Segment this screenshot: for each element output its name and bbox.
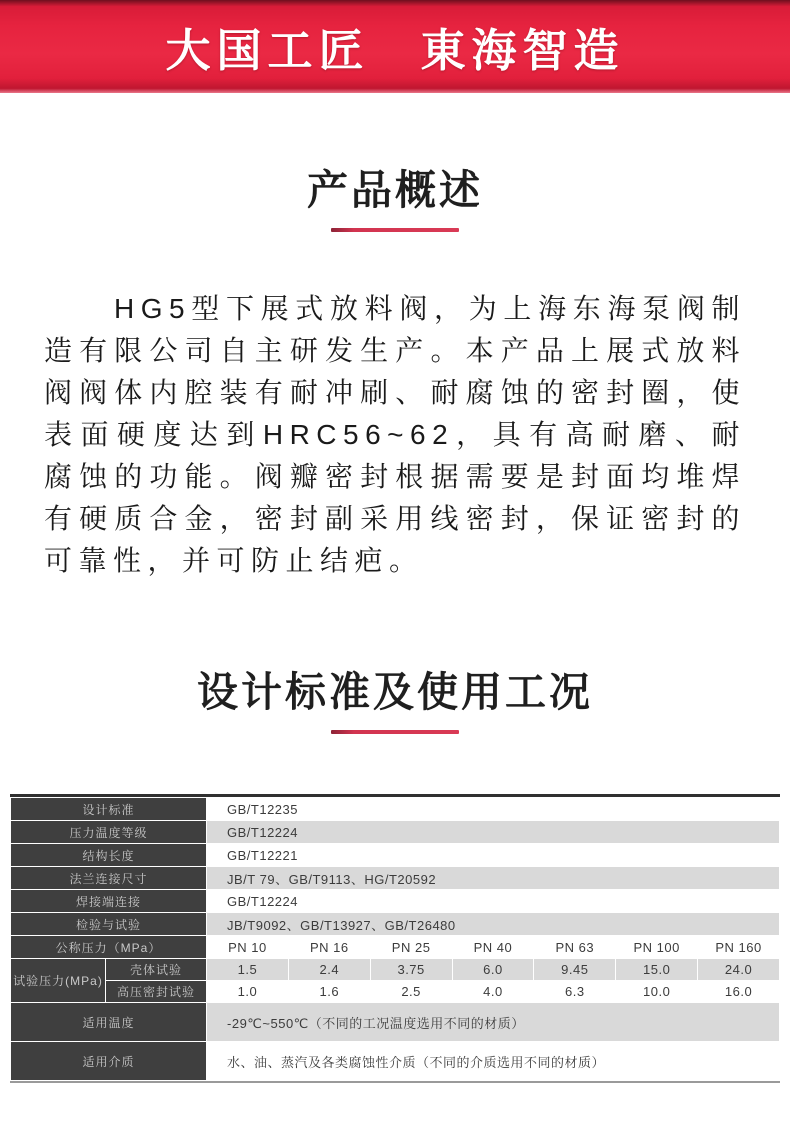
spec-table-wrap [10,794,780,1083]
test-value: 6.3 [534,981,615,1002]
spec-table [10,797,780,1083]
test-value: 1.6 [289,981,370,1002]
overview-title-underline [331,228,459,232]
pn-value: PN 10 [207,936,288,958]
test-pressure-label: 试验压力(MPa) [11,959,105,1002]
pn-value: PN 160 [698,936,779,958]
overview-title: 产品概述 [307,167,483,213]
test-value: 1.5 [207,959,288,980]
spec-row-medium [11,1042,779,1080]
spec-value: JB/T9092、GB/T13927、GB/T26480 [207,913,779,935]
spec-row-pressure-temp-rating [11,821,779,843]
design-title-underline [331,730,459,734]
spec-label: 公称压力（MPa） [11,936,206,958]
spec-label: 检验与试验 [11,913,206,935]
spec-label: 焊接端连接 [11,890,206,912]
design-standards-title: 设计标准及使用工况 [197,669,593,716]
spec-label: 设计标准 [11,798,206,820]
spec-row-inspection-test [11,913,779,935]
test-value: 9.45 [534,959,615,980]
spec-sublabel: 壳体试验 [106,959,206,980]
section-design-standards [0,668,790,1083]
spec-row-structure-length [11,844,779,866]
spec-row-seal-test [11,981,779,1002]
pn-value: PN 40 [453,936,534,958]
spec-value: 水、油、蒸汽及各类腐蚀性介质（不同的介质选用不同的材质） [207,1042,779,1080]
spec-label: 结构长度 [11,844,206,866]
section-overview [0,166,790,582]
banner-title: 大国工匠 東海智造 [165,25,625,76]
spec-row-design-standard [11,798,779,820]
spec-row-temperature [11,1003,779,1041]
pn-value: PN 25 [371,936,452,958]
spec-label: 适用介质 [11,1042,206,1080]
spec-value: GB/T12235 [207,798,779,820]
test-value: 3.75 [371,959,452,980]
spec-row-shell-test [11,959,779,980]
top-banner [0,0,790,93]
test-value: 2.5 [371,981,452,1002]
pn-value: PN 63 [534,936,615,958]
spec-value: -29℃~550℃（不同的工况温度选用不同的材质） [207,1003,779,1041]
pn-value: PN 16 [289,936,370,958]
pn-value: PN 100 [616,936,697,958]
test-value: 10.0 [616,981,697,1002]
spec-row-nominal-pressure [11,936,779,958]
spec-label: 法兰连接尺寸 [11,867,206,889]
test-value: 1.0 [207,981,288,1002]
spec-value: GB/T12224 [207,890,779,912]
test-value: 16.0 [698,981,779,1002]
test-value: 4.0 [453,981,534,1002]
spec-label: 适用温度 [11,1003,206,1041]
test-value: 15.0 [616,959,697,980]
product-description: HG5型下展式放料阀，为上海东海泵阀制造有限公司自主研发生产。本产品上展式放料阀阀体内腔装有耐冲刷、耐腐蚀的密封圈，使表面硬度达到HRC56~62，具有高耐磨、耐腐蚀的功能。阀瓣密封根据需要是封面均堆焊有硬质合金，密封副采用线密封，保证密封的可靠性，并可防止结疤。 [44,293,746,577]
test-value: 24.0 [698,959,779,980]
spec-value: GB/T12221 [207,844,779,866]
test-value: 2.4 [289,959,370,980]
spec-label: 压力温度等级 [11,821,206,843]
spec-sublabel: 高压密封试验 [106,981,206,1002]
spec-value: JB/T 79、GB/T9113、HG/T20592 [207,867,779,889]
spec-row-weld-end-connection [11,890,779,912]
test-value: 6.0 [453,959,534,980]
spec-value: GB/T12224 [207,821,779,843]
spec-row-flange-dimensions [11,867,779,889]
